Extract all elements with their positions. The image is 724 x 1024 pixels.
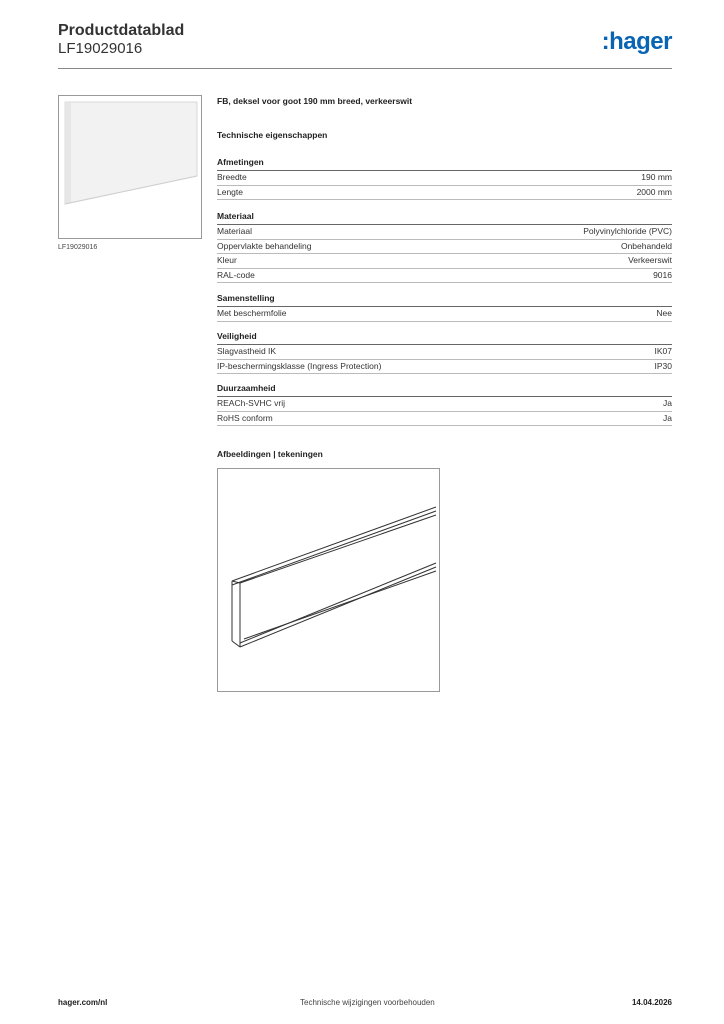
row-value: 9016 <box>653 269 672 280</box>
row-value: Onbehandeld <box>620 240 672 251</box>
section-title: Materiaal <box>217 210 672 225</box>
row-label: Materiaal <box>217 226 252 236</box>
row-label: Slagvastheid IK <box>217 346 277 356</box>
product-title: FB, deksel voor goot 190 mm breed, verkeerswit <box>217 96 413 106</box>
technical-drawing <box>217 468 440 692</box>
table-row <box>217 186 672 201</box>
row-label: IP-beschermingsklasse (Ingress Protection) <box>217 360 382 371</box>
table-row <box>217 345 672 360</box>
row-value: IP30 <box>654 360 672 371</box>
row-value: Ja <box>663 398 672 408</box>
table-row <box>217 240 672 255</box>
section-title: Duurzaamheid <box>217 382 672 397</box>
row-label: Oppervlakte behandeling <box>217 240 312 251</box>
thumbnail-caption: LF19029016 <box>58 244 98 251</box>
drawings-heading: Afbeeldingen | tekeningen <box>217 449 323 459</box>
row-value: 2000 mm <box>636 186 672 197</box>
footer-date: 14.04.2026 <box>631 998 672 1007</box>
hager-logo[interactable]: :hager <box>601 28 672 55</box>
header-divider <box>58 68 672 69</box>
table-row <box>217 225 672 240</box>
section-sustainability <box>217 382 672 426</box>
row-label: Breedte <box>217 172 247 182</box>
cover-panel-image <box>59 96 201 238</box>
table-row <box>217 171 672 186</box>
section-title: Veiligheid <box>217 330 672 345</box>
row-label: REACh-SVHC vrij <box>217 398 286 408</box>
row-value: Nee <box>656 308 672 318</box>
row-value: IK07 <box>654 346 672 356</box>
row-value: Ja <box>663 412 672 423</box>
section-safety <box>217 330 672 374</box>
footer-disclaimer: Technische wijzigingen voorbehouden <box>300 998 435 1007</box>
table-row <box>217 360 672 375</box>
page-title: Productdatablad <box>58 22 185 39</box>
section-material <box>217 210 672 283</box>
product-thumbnail <box>58 95 202 239</box>
section-composition <box>217 292 672 322</box>
row-label: RoHS conform <box>217 412 273 423</box>
section-title: Afmetingen <box>217 156 672 171</box>
row-label: Kleur <box>217 255 237 265</box>
row-label: Met beschermfolie <box>217 308 287 318</box>
section-dimensions <box>217 156 672 200</box>
row-label: Lengte <box>217 186 243 197</box>
table-row <box>217 254 672 269</box>
row-label: RAL-code <box>217 269 255 280</box>
section-title: Samenstelling <box>217 292 672 307</box>
product-code: LF19029016 <box>58 40 143 57</box>
row-value: 190 mm <box>641 172 672 182</box>
technical-heading: Technische eigenschappen <box>217 130 328 140</box>
row-value: Verkeerswit <box>628 255 672 265</box>
table-row <box>217 412 672 427</box>
table-row <box>217 269 672 284</box>
table-row <box>217 307 672 322</box>
cover-line-drawing <box>218 469 439 691</box>
footer-website[interactable]: hager.com/nl <box>58 998 108 1007</box>
row-value: Polyvinylchloride (PVC) <box>583 226 672 236</box>
table-row <box>217 397 672 412</box>
